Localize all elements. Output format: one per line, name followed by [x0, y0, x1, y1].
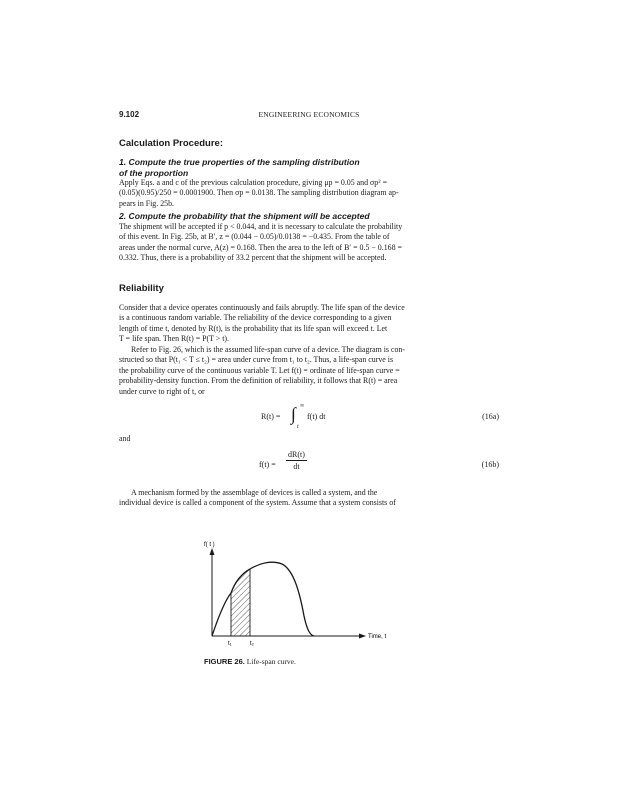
eq16a-number: (16a)	[482, 412, 499, 421]
eq16a-lhs: R(t) =	[261, 412, 281, 421]
t2-label: t₂	[250, 641, 254, 647]
para1-line: Consider that a device operates continuously and fails abruptly. The life span of the device	[119, 303, 405, 312]
step2-line: areas under the normal curve, A(z) = 0.168. Then the area to the left of B′ = 0.5 − 0.168 =	[119, 242, 402, 252]
life-span-figure	[190, 538, 430, 653]
step2-title: 2. Compute the probability that the shipment will be accepted	[119, 211, 370, 221]
x-axis-arrow-icon	[359, 634, 366, 639]
reliability-heading: Reliability	[119, 283, 164, 294]
book-title: ENGINEERING ECONOMICS	[258, 110, 360, 119]
calc-procedure-heading: Calculation Procedure:	[119, 138, 223, 149]
para2-line: the probability curve of the continuous variable T. Let f(t) = ordinate of life-span curve =	[119, 365, 400, 375]
step1-title-line1: 1. Compute the true properties of the sampling distribution	[119, 157, 360, 167]
eq16b-denominator: dt	[293, 462, 300, 471]
para1-line: is a continuous random variable. The reliability of the device corresponding to a given	[119, 313, 392, 323]
para3-line: A mechanism formed by the assemblage of devices is called a system, and the	[131, 488, 378, 497]
step1-title-line2: of the proportion	[119, 167, 189, 178]
step2-line: 0.332. Thus, there is a probability of 33.2 percent that the shipment will be accepted.	[119, 253, 387, 263]
y-axis-label: f( t )	[204, 542, 215, 548]
step2-line: of this event. In Fig. 25b, at B′, z = (0.044 − 0.05)/0.0138 = −0.435. From the table of	[119, 232, 390, 242]
step1-line: (0.05)(0.95)/250 = 0.0001900. Then σp = 0.0138. The sampling distribution diagram ap-	[119, 188, 399, 198]
equation-16b	[119, 448, 499, 484]
equation-16a: R(t) = ∫ ∞ t f(t) dt (16a)	[261, 403, 499, 430]
eq16b-fraction	[286, 450, 307, 471]
step1-title	[119, 157, 499, 178]
step1-line: Apply Eqs. a and c of the previous calculation procedure, giving μp = 0.05 and σp² =	[119, 178, 388, 187]
figure-caption	[204, 657, 296, 666]
para2-line: probability-density function. From the definition of reliability, it follows that R(t) = area	[119, 376, 398, 386]
step1-line: pears in Fig. 25b.	[119, 198, 175, 208]
t1-label: t₁	[228, 641, 232, 647]
eq16b-number: (16b)	[481, 460, 499, 469]
life-span-curve	[212, 562, 314, 636]
figure-caption-label: FIGURE 26.	[204, 657, 245, 666]
eq16a-lower-limit: t	[297, 424, 299, 430]
para2-line: under curve to right of t, or	[119, 386, 205, 396]
hatched-area	[231, 569, 250, 636]
para3-line: individual device is called a component of the system. Assume that a system consists of	[119, 498, 396, 508]
figure-caption-text: Life-span curve.	[246, 657, 296, 666]
eq16b-numerator: dR(t)	[288, 450, 305, 459]
and-word: and	[119, 434, 131, 443]
step2-body	[119, 222, 499, 264]
reliability-para1	[119, 303, 499, 345]
step1-body	[119, 178, 499, 209]
eq16b-lhs: f(t) =	[259, 460, 276, 469]
para1-line: T = life span. Then R(t) = P(T > t).	[119, 334, 229, 344]
para1-line: length of time t, denoted by R(t), is the probability that its life span will exceed t. Let	[119, 323, 388, 333]
eq16a-upper-limit: ∞	[300, 403, 305, 409]
para2-line: structed so that P(t₁ < T ≤ t₂) = area under curve from t₁ to t₂. Thus, a life-span curve is	[119, 355, 394, 365]
x-axis-label: Time, t	[368, 634, 387, 640]
step2-line: The shipment will be accepted if p < 0.044, and it is necessary to calculate the probability	[119, 222, 403, 231]
para2-line: Refer to Fig. 26, which is the assumed life-span curve of a device. The diagram is con-	[131, 345, 405, 354]
reliability-para2	[119, 345, 499, 397]
eq16a-integrand: f(t) dt	[307, 412, 326, 421]
running-header	[119, 110, 499, 122]
reliability-para3	[119, 488, 499, 509]
y-axis-arrow-icon	[210, 548, 215, 555]
page-number: 9.102	[119, 110, 140, 119]
